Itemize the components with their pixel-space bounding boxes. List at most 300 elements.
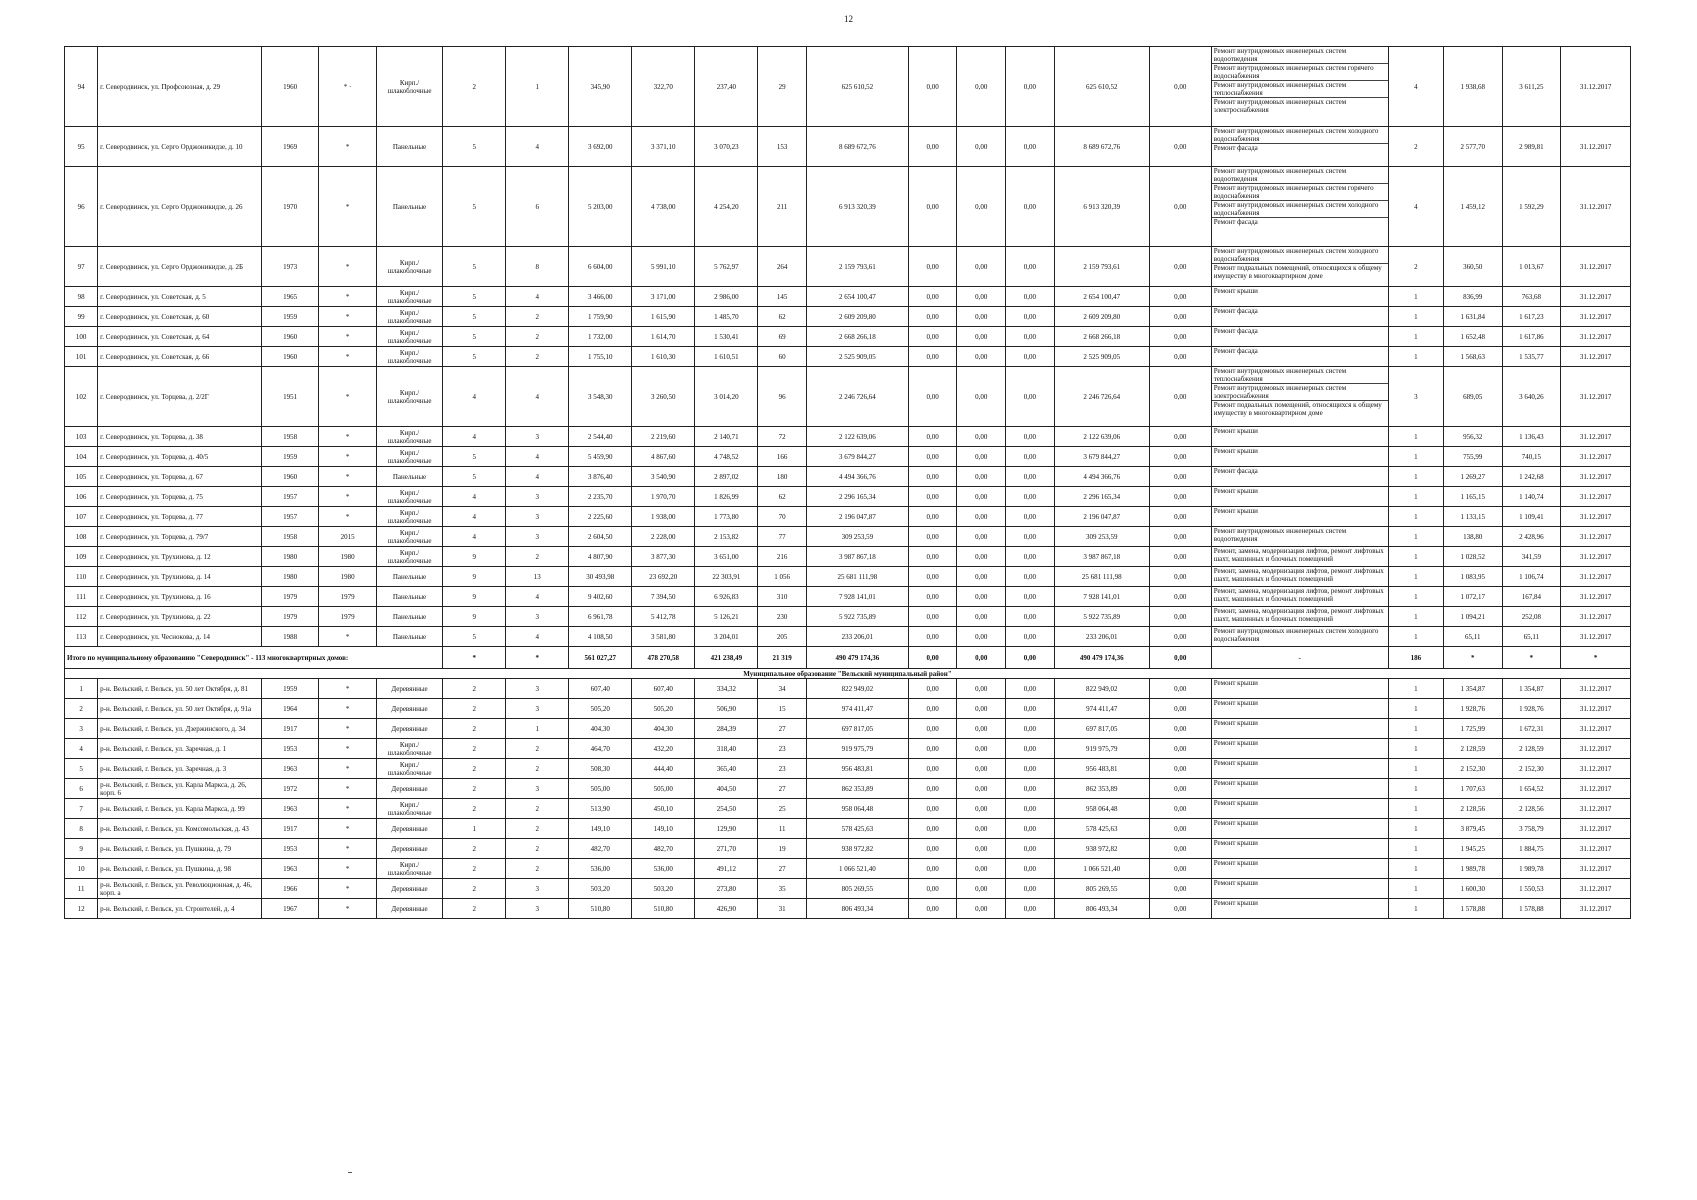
fund-owners: 974 411,47 — [1054, 699, 1149, 719]
residential-area: 404,50 — [695, 779, 758, 799]
work-count: 1 — [1388, 839, 1443, 859]
residential-area: 3 204,01 — [695, 627, 758, 647]
work-count: 1 — [1388, 567, 1443, 587]
total-a1: 561 027,27 — [569, 647, 632, 669]
total-cost: 974 411,47 — [807, 699, 909, 719]
wall-material: Кирп./ шлакоблочные — [376, 307, 442, 327]
premises-area: 4 738,00 — [632, 167, 695, 247]
commission-year: 1960 — [261, 347, 319, 367]
premises-area: 23 692,20 — [632, 567, 695, 587]
fund-local: 0,00 — [1006, 47, 1055, 127]
commission-year: 1960 — [261, 47, 319, 127]
fund-federal: 0,00 — [908, 819, 957, 839]
address: р-н. Вельский, г. Вельск, ул. Строителей, д. 4 — [98, 899, 262, 919]
total-area: 2 544,40 — [569, 427, 632, 447]
row-number: 5 — [65, 759, 98, 779]
work-types — [1211, 739, 1388, 759]
fund-federal: 0,00 — [908, 167, 957, 247]
fund-regional: 0,00 — [957, 879, 1006, 899]
residents-count: 27 — [758, 779, 807, 799]
work-item: Ремонт внутридомовых инженерных систем горячего водоснабжения — [1212, 64, 1388, 81]
fund-other: 0,00 — [1149, 699, 1211, 719]
work-types — [1211, 327, 1388, 347]
floors-count: 2 — [443, 47, 506, 127]
residents-count: 62 — [758, 487, 807, 507]
table-row — [65, 567, 1631, 587]
fund-regional: 0,00 — [957, 127, 1006, 167]
work-types — [1211, 447, 1388, 467]
total-cost: 2 296 165,34 — [807, 487, 909, 507]
unit-cost: 1 094,21 — [1443, 607, 1502, 627]
fund-regional: 0,00 — [957, 759, 1006, 779]
work-item: Ремонт, замена, модернизация лифтов, ремонт лифтовых шахт, машинных и блочных помещений — [1213, 607, 1384, 623]
premises-area: 149,10 — [632, 819, 695, 839]
reconstruction-year: * — [319, 487, 377, 507]
work-item: Ремонт крыши — [1213, 427, 1258, 435]
fund-local: 0,00 — [1006, 347, 1055, 367]
address: г. Северодвинск, ул. Торцева, д. 38 — [98, 427, 262, 447]
residents-count: 23 — [758, 739, 807, 759]
fund-owners: 862 353,89 — [1054, 779, 1149, 799]
fund-other: 0,00 — [1149, 47, 1211, 127]
residential-area: 1 530,41 — [695, 327, 758, 347]
work-item: Ремонт внутридомовых инженерных систем электроснабжения — [1213, 98, 1347, 114]
floors-count: 9 — [443, 607, 506, 627]
fund-local: 0,00 — [1006, 287, 1055, 307]
max-unit-cost: 2 428,96 — [1502, 527, 1561, 547]
unit-cost: 1 578,88 — [1443, 899, 1502, 919]
floors-count: 1 — [443, 819, 506, 839]
fund-regional: 0,00 — [957, 167, 1006, 247]
premises-area: 3 171,00 — [632, 287, 695, 307]
section-header-row — [65, 669, 1631, 679]
premises-area: 1 970,70 — [632, 487, 695, 507]
work-count: 1 — [1388, 759, 1443, 779]
wall-material: Кирп./ шлакоблочные — [376, 247, 442, 287]
table-row — [65, 327, 1631, 347]
row-number: 8 — [65, 819, 98, 839]
residential-area: 365,40 — [695, 759, 758, 779]
table-row — [65, 699, 1631, 719]
entrances-count: 2 — [506, 859, 569, 879]
fund-other: 0,00 — [1149, 447, 1211, 467]
fund-owners: 7 928 141,01 — [1054, 587, 1149, 607]
commission-year: 1972 — [261, 779, 319, 799]
floors-count: 2 — [443, 879, 506, 899]
entrances-count: 3 — [506, 507, 569, 527]
total-cost: 1 066 521,40 — [807, 859, 909, 879]
address: р-н. Вельский, г. Вельск, ул. 50 лет Октября, д. 91а — [98, 699, 262, 719]
unit-cost: 1 600,30 — [1443, 879, 1502, 899]
unit-cost: 1 945,25 — [1443, 839, 1502, 859]
completion-date: 31.12.2017 — [1561, 607, 1631, 627]
residential-area: 506,90 — [695, 699, 758, 719]
work-item: Ремонт внутридомовых инженерных систем холодного водоснабжения — [1212, 127, 1388, 144]
work-types — [1211, 607, 1388, 627]
wall-material: Деревянные — [376, 699, 442, 719]
entrances-count: 2 — [506, 547, 569, 567]
reconstruction-year: * — [319, 679, 377, 699]
residential-area: 1 773,80 — [695, 507, 758, 527]
work-item: Ремонт крыши — [1213, 739, 1258, 747]
address: г. Северодвинск, ул. Торцева, д. 2/2Г — [98, 367, 262, 427]
wall-material: Кирп./ шлакоблочные — [376, 287, 442, 307]
table-row — [65, 467, 1631, 487]
commission-year: 1967 — [261, 899, 319, 919]
address: р-н. Вельский, г. Вельск, ул. Революционная, д. 46, корп. а — [98, 879, 262, 899]
total-area: 3 548,30 — [569, 367, 632, 427]
total-area: 3 692,00 — [569, 127, 632, 167]
total-area: 5 203,00 — [569, 167, 632, 247]
unit-cost: 138,80 — [1443, 527, 1502, 547]
table-row — [65, 287, 1631, 307]
total-area: 2 225,60 — [569, 507, 632, 527]
total-area: 6 961,78 — [569, 607, 632, 627]
work-item: Ремонт, замена, модернизация лифтов, ремонт лифтовых шахт, машинных и блочных помещений — [1213, 567, 1384, 583]
residential-area: 5 762,97 — [695, 247, 758, 287]
residential-area: 5 126,21 — [695, 607, 758, 627]
unit-cost: 1 938,68 — [1443, 47, 1502, 127]
fund-regional: 0,00 — [957, 779, 1006, 799]
total-cost: 2 196 047,87 — [807, 507, 909, 527]
entrances-count: 4 — [506, 367, 569, 427]
premises-area: 2 228,00 — [632, 527, 695, 547]
floors-count: 2 — [443, 799, 506, 819]
wall-material: Кирп./ шлакоблочные — [376, 447, 442, 467]
table-row — [65, 427, 1631, 447]
work-types — [1211, 899, 1388, 919]
floors-count: 9 — [443, 547, 506, 567]
fund-regional: 0,00 — [957, 607, 1006, 627]
work-item: Ремонт крыши — [1213, 679, 1258, 687]
fund-owners: 2 159 793,61 — [1054, 247, 1149, 287]
reconstruction-year: * — [319, 799, 377, 819]
fund-federal: 0,00 — [908, 287, 957, 307]
premises-area: 607,40 — [632, 679, 695, 699]
fund-owners: 2 654 100,47 — [1054, 287, 1149, 307]
work-types — [1211, 859, 1388, 879]
fund-local: 0,00 — [1006, 587, 1055, 607]
max-unit-cost: 252,08 — [1502, 607, 1561, 627]
fund-other: 0,00 — [1149, 367, 1211, 427]
fund-owners: 958 064,48 — [1054, 799, 1149, 819]
total-cost: 625 610,52 — [807, 47, 909, 127]
total-f5: 0,00 — [1149, 647, 1211, 669]
table-row — [65, 247, 1631, 287]
reconstruction-year: * — [319, 899, 377, 919]
residents-count: 310 — [758, 587, 807, 607]
work-item: Ремонт крыши — [1213, 799, 1258, 807]
reconstruction-year: * — [319, 507, 377, 527]
premises-area: 444,40 — [632, 759, 695, 779]
fund-federal: 0,00 — [908, 527, 957, 547]
entrances-count: 2 — [506, 759, 569, 779]
table-row — [65, 507, 1631, 527]
fund-local: 0,00 — [1006, 487, 1055, 507]
fund-local: 0,00 — [1006, 327, 1055, 347]
unit-cost: 836,99 — [1443, 287, 1502, 307]
floors-count: 4 — [443, 527, 506, 547]
residents-count: 27 — [758, 859, 807, 879]
floors-count: 5 — [443, 467, 506, 487]
floors-count: 2 — [443, 899, 506, 919]
total-cost: 2 159 793,61 — [807, 247, 909, 287]
max-unit-cost: 1 354,87 — [1502, 679, 1561, 699]
work-item: Ремонт фасада — [1213, 327, 1258, 335]
max-unit-cost: 1 136,43 — [1502, 427, 1561, 447]
completion-date: 31.12.2017 — [1561, 287, 1631, 307]
floors-count: 4 — [443, 487, 506, 507]
floors-count: 4 — [443, 507, 506, 527]
fund-regional: 0,00 — [957, 799, 1006, 819]
entrances-count: 2 — [506, 799, 569, 819]
total-cost: 805 269,55 — [807, 879, 909, 899]
floors-count: 2 — [443, 859, 506, 879]
row-number: 98 — [65, 287, 98, 307]
work-item: Ремонт, замена, модернизация лифтов, ремонт лифтовых шахт, машинных и блочных помещений — [1213, 587, 1384, 603]
commission-year: 1963 — [261, 859, 319, 879]
total-area: 607,40 — [569, 679, 632, 699]
fund-other: 0,00 — [1149, 859, 1211, 879]
fund-local: 0,00 — [1006, 367, 1055, 427]
table-row — [65, 307, 1631, 327]
address: г. Северодвинск, ул. Торцева, д. 40/5 — [98, 447, 262, 467]
residents-count: 264 — [758, 247, 807, 287]
fund-owners: 2 609 209,80 — [1054, 307, 1149, 327]
total-area: 6 604,00 — [569, 247, 632, 287]
floors-count: 9 — [443, 587, 506, 607]
fund-owners: 309 253,59 — [1054, 527, 1149, 547]
fund-federal: 0,00 — [908, 739, 957, 759]
premises-area: 4 867,60 — [632, 447, 695, 467]
commission-year: 1966 — [261, 879, 319, 899]
floors-count: 5 — [443, 627, 506, 647]
entrances-count: 3 — [506, 527, 569, 547]
work-types — [1211, 307, 1388, 327]
floors-count: 2 — [443, 779, 506, 799]
total-area: 1 759,90 — [569, 307, 632, 327]
wall-material: Панельные — [376, 467, 442, 487]
residential-area: 254,50 — [695, 799, 758, 819]
total-cost: 4 494 366,76 — [807, 467, 909, 487]
floors-count: 9 — [443, 567, 506, 587]
table-row — [65, 47, 1631, 127]
section-title: Муниципальное образование "Вельский муниципальный район" — [65, 669, 1631, 679]
work-types — [1211, 507, 1388, 527]
address: г. Северодвинск, ул. Трухинова, д. 12 — [98, 547, 262, 567]
premises-area: 503,20 — [632, 879, 695, 899]
reconstruction-year: 2015 — [319, 527, 377, 547]
work-types — [1211, 759, 1388, 779]
table-row — [65, 527, 1631, 547]
table-row — [65, 679, 1631, 699]
floors-count: 2 — [443, 759, 506, 779]
floors-count: 5 — [443, 307, 506, 327]
fund-federal: 0,00 — [908, 467, 957, 487]
max-unit-cost: 1 106,74 — [1502, 567, 1561, 587]
work-types — [1211, 719, 1388, 739]
table-row — [65, 447, 1631, 467]
work-count: 3 — [1388, 367, 1443, 427]
residential-area: 491,12 — [695, 859, 758, 879]
total-entrances: * — [506, 647, 569, 669]
row-number: 10 — [65, 859, 98, 879]
commission-year: 1960 — [261, 327, 319, 347]
fund-regional: 0,00 — [957, 247, 1006, 287]
fund-owners: 2 122 639,06 — [1054, 427, 1149, 447]
unit-cost: 1 028,52 — [1443, 547, 1502, 567]
reconstruction-year: * — [319, 327, 377, 347]
fund-other: 0,00 — [1149, 247, 1211, 287]
commission-year: 1957 — [261, 487, 319, 507]
fund-regional: 0,00 — [957, 527, 1006, 547]
fund-regional: 0,00 — [957, 899, 1006, 919]
reconstruction-year: * — [319, 467, 377, 487]
residential-area: 318,40 — [695, 739, 758, 759]
work-types — [1211, 547, 1388, 567]
residents-count: 23 — [758, 759, 807, 779]
max-unit-cost: 1 884,75 — [1502, 839, 1561, 859]
address: р-н. Вельский, г. Вельск, ул. Карла Маркса, д. 99 — [98, 799, 262, 819]
entrances-count: 4 — [506, 587, 569, 607]
work-item: Ремонт крыши — [1213, 719, 1258, 727]
table-row — [65, 487, 1631, 507]
work-count: 1 — [1388, 799, 1443, 819]
unit-cost: 1 083,95 — [1443, 567, 1502, 587]
work-count: 1 — [1388, 307, 1443, 327]
total-row — [65, 647, 1631, 669]
fund-regional: 0,00 — [957, 739, 1006, 759]
commission-year: 1980 — [261, 547, 319, 567]
table-row — [65, 367, 1631, 427]
completion-date: 31.12.2017 — [1561, 307, 1631, 327]
residential-area: 3 070,23 — [695, 127, 758, 167]
reconstruction-year: * — [319, 879, 377, 899]
residents-count: 35 — [758, 879, 807, 899]
max-unit-cost: 1 578,88 — [1502, 899, 1561, 919]
total-cost: 7 928 141,01 — [807, 587, 909, 607]
premises-area: 3 371,10 — [632, 127, 695, 167]
fund-regional: 0,00 — [957, 307, 1006, 327]
work-types — [1211, 427, 1388, 447]
residents-count: 153 — [758, 127, 807, 167]
reconstruction-year: 1979 — [319, 607, 377, 627]
work-types — [1211, 527, 1388, 547]
work-types — [1211, 467, 1388, 487]
reconstruction-year: * — [319, 739, 377, 759]
commission-year: 1965 — [261, 287, 319, 307]
total-cost: 5 922 735,89 — [807, 607, 909, 627]
residents-count: 216 — [758, 547, 807, 567]
work-item: Ремонт внутридомовых инженерных систем горячего водоснабжения — [1212, 184, 1388, 201]
work-count: 1 — [1388, 879, 1443, 899]
floors-count: 2 — [443, 739, 506, 759]
work-item: Ремонт внутридомовых инженерных систем теплоснабжения — [1212, 367, 1388, 384]
commission-year: 1969 — [261, 127, 319, 167]
reconstruction-year: * — [319, 839, 377, 859]
max-unit-cost: 2 152,30 — [1502, 759, 1561, 779]
work-count: 1 — [1388, 859, 1443, 879]
residential-area: 4 254,20 — [695, 167, 758, 247]
residents-count: 60 — [758, 347, 807, 367]
commission-year: 1951 — [261, 367, 319, 427]
fund-local: 0,00 — [1006, 739, 1055, 759]
work-count: 2 — [1388, 247, 1443, 287]
address: г. Северодвинск, ул. Трухинова, д. 14 — [98, 567, 262, 587]
address: г. Северодвинск, ул. Советская, д. 5 — [98, 287, 262, 307]
residents-count: 27 — [758, 719, 807, 739]
premises-area: 505,20 — [632, 699, 695, 719]
residents-count: 19 — [758, 839, 807, 859]
row-number: 106 — [65, 487, 98, 507]
residential-area: 271,70 — [695, 839, 758, 859]
residential-area: 273,80 — [695, 879, 758, 899]
floors-count: 4 — [443, 427, 506, 447]
total-cost: 806 493,34 — [807, 899, 909, 919]
total-works: - — [1211, 647, 1388, 669]
residential-area: 6 926,83 — [695, 587, 758, 607]
fund-local: 0,00 — [1006, 247, 1055, 287]
address: р-н. Вельский, г. Вельск, ул. Пушкина, д. 79 — [98, 839, 262, 859]
residents-count: 29 — [758, 47, 807, 127]
work-count: 4 — [1388, 47, 1443, 127]
fund-other: 0,00 — [1149, 327, 1211, 347]
address: г. Северодвинск, ул. Профсоюзная, д. 29 — [98, 47, 262, 127]
commission-year: 1958 — [261, 427, 319, 447]
fund-federal: 0,00 — [908, 127, 957, 167]
work-types — [1211, 819, 1388, 839]
entrances-count: 2 — [506, 347, 569, 367]
fund-regional: 0,00 — [957, 447, 1006, 467]
premises-area: 505,00 — [632, 779, 695, 799]
fund-regional: 0,00 — [957, 427, 1006, 447]
fund-local: 0,00 — [1006, 719, 1055, 739]
entrances-count: 3 — [506, 427, 569, 447]
residents-count: 1 056 — [758, 567, 807, 587]
work-count: 1 — [1388, 427, 1443, 447]
address: г. Северодвинск, ул. Чеснокова, д. 14 — [98, 627, 262, 647]
work-types — [1211, 879, 1388, 899]
fund-other: 0,00 — [1149, 467, 1211, 487]
row-number: 6 — [65, 779, 98, 799]
fund-other: 0,00 — [1149, 819, 1211, 839]
total-area: 404,30 — [569, 719, 632, 739]
fund-regional: 0,00 — [957, 719, 1006, 739]
row-number: 103 — [65, 427, 98, 447]
work-item: Ремонт крыши — [1213, 287, 1258, 295]
work-item: Ремонт фасада — [1213, 144, 1258, 152]
row-number: 3 — [65, 719, 98, 739]
row-number: 111 — [65, 587, 98, 607]
unit-cost: 956,32 — [1443, 427, 1502, 447]
total-res: 21 319 — [758, 647, 807, 669]
commission-year: 1964 — [261, 699, 319, 719]
wall-material: Деревянные — [376, 719, 442, 739]
wall-material: Панельные — [376, 607, 442, 627]
work-count: 1 — [1388, 547, 1443, 567]
premises-area: 3 260,50 — [632, 367, 695, 427]
fund-other: 0,00 — [1149, 739, 1211, 759]
floors-count: 5 — [443, 247, 506, 287]
fund-other: 0,00 — [1149, 779, 1211, 799]
work-count: 4 — [1388, 167, 1443, 247]
fund-owners: 919 975,79 — [1054, 739, 1149, 759]
total-cnt: 186 — [1388, 647, 1443, 669]
entrances-count: 3 — [506, 487, 569, 507]
work-types — [1211, 699, 1388, 719]
max-unit-cost: 1 550,53 — [1502, 879, 1561, 899]
fund-regional: 0,00 — [957, 367, 1006, 427]
